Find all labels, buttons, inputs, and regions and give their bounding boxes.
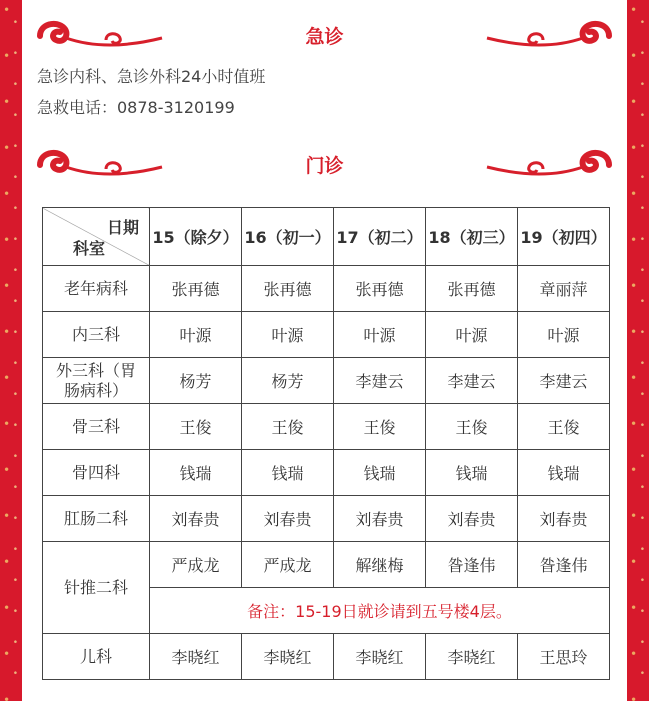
doctor-cell: 刘春贵 (334, 496, 426, 542)
doctor-cell: 钱瑞 (150, 450, 242, 496)
emergency-title: 急诊 (305, 26, 344, 48)
dept-cell: 儿科 (43, 634, 150, 680)
doctor-cell: 李建云 (426, 358, 518, 404)
doctor-cell: 叶源 (150, 312, 242, 358)
doctor-cell: 叶源 (518, 312, 610, 358)
doctor-cell: 王俊 (426, 404, 518, 450)
dept-cell: 针推二科 (43, 542, 150, 634)
doctor-cell: 李建云 (334, 358, 426, 404)
dept-cell: 内三科 (43, 312, 150, 358)
doctor-cell: 王俊 (150, 404, 242, 450)
decorative-border-right (627, 0, 649, 701)
doctor-cell: 杨芳 (150, 358, 242, 404)
doctor-cell: 严成龙 (150, 542, 242, 588)
doctor-cell: 李晓红 (242, 634, 334, 680)
table-row (43, 358, 610, 404)
table-corner-cell (43, 208, 150, 266)
date-header: 18（初三） (426, 208, 518, 266)
clinic-title: 门诊 (305, 155, 344, 177)
table-row (43, 266, 610, 312)
doctor-cell: 张再德 (334, 266, 426, 312)
table-row (43, 312, 610, 358)
doctor-cell: 解继梅 (334, 542, 426, 588)
doctor-cell: 昝逢伟 (426, 542, 518, 588)
dept-cell: 骨三科 (43, 404, 150, 450)
doctor-cell: 钱瑞 (426, 450, 518, 496)
doctor-cell: 杨芳 (242, 358, 334, 404)
emergency-duty-text: 急诊内科、急诊外科24小时值班 (37, 67, 266, 86)
clinic-schedule-table (42, 207, 610, 680)
table-row (43, 542, 610, 588)
table-row (43, 404, 610, 450)
doctor-cell: 严成龙 (242, 542, 334, 588)
decorative-border-left (0, 0, 22, 701)
table-row (43, 450, 610, 496)
doctor-cell: 叶源 (426, 312, 518, 358)
date-header: 15（除夕） (150, 208, 242, 266)
doctor-cell: 李晓红 (150, 634, 242, 680)
doctor-cell: 王俊 (334, 404, 426, 450)
doctor-cell: 王俊 (242, 404, 334, 450)
dept-cell: 老年病科 (43, 266, 150, 312)
doctor-cell: 刘春贵 (518, 496, 610, 542)
doctor-cell: 章丽萍 (518, 266, 610, 312)
auspicious-cloud-icon (483, 145, 613, 185)
dept-cell: 外三科（胃肠病科） (43, 358, 150, 404)
doctor-cell: 李建云 (518, 358, 610, 404)
emergency-header (22, 14, 627, 58)
emergency-phone-text: 急救电话：0878-3120199 (37, 98, 235, 117)
doctor-cell: 张再德 (242, 266, 334, 312)
table-row (43, 496, 610, 542)
doctor-cell: 钱瑞 (242, 450, 334, 496)
doctor-cell: 叶源 (334, 312, 426, 358)
clinic-header (22, 143, 627, 187)
auspicious-cloud-icon (483, 16, 613, 56)
corner-dept-label: 科室 (73, 239, 106, 258)
doctor-cell: 王思玲 (518, 634, 610, 680)
doctor-cell: 王俊 (518, 404, 610, 450)
doctor-cell: 钱瑞 (518, 450, 610, 496)
date-header: 19（初四） (518, 208, 610, 266)
doctor-cell: 张再德 (426, 266, 518, 312)
doctor-cell: 刘春贵 (150, 496, 242, 542)
table-header-row (43, 208, 610, 266)
table-row (43, 634, 610, 680)
corner-date-label: 日期 (106, 218, 139, 237)
dept-cell: 肛肠二科 (43, 496, 150, 542)
doctor-cell: 李晓红 (334, 634, 426, 680)
schedule-note: 备注：15-19日就诊请到五号楼4层。 (150, 588, 610, 634)
doctor-cell: 刘春贵 (426, 496, 518, 542)
doctor-cell: 刘春贵 (242, 496, 334, 542)
date-header: 17（初二） (334, 208, 426, 266)
date-header: 16（初一） (242, 208, 334, 266)
doctor-cell: 李晓红 (426, 634, 518, 680)
doctor-cell: 叶源 (242, 312, 334, 358)
doctor-cell: 张再德 (150, 266, 242, 312)
dept-cell: 骨四科 (43, 450, 150, 496)
doctor-cell: 钱瑞 (334, 450, 426, 496)
doctor-cell: 昝逢伟 (518, 542, 610, 588)
